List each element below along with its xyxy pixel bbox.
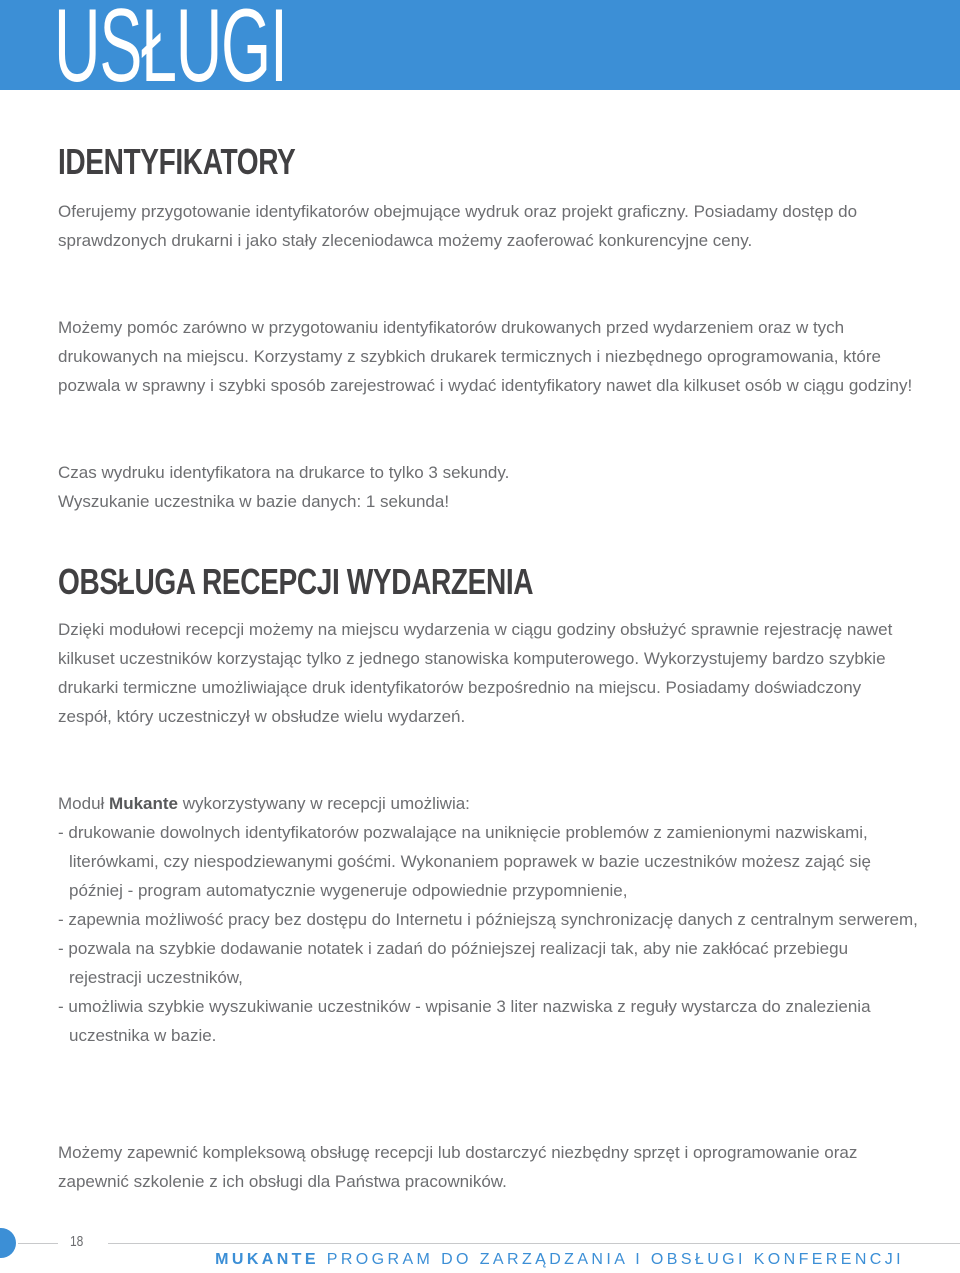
list-item: - pozwala na szybkie dodawanie notatek i zadań do późniejszej realizacji tak, aby nie zakłócać przebiegu rejestracji uczestników, <box>58 939 849 987</box>
paragraph: Dzięki modułowi recepcji możemy na miejscu wydarzenia w ciągu godziny obsłużyć sprawnie rejestrację nawet kilkuset uczestników korzystając tylko z jednego stanowiska komputerowego. Wykorzystujemy bardzo szybkie drukarki termiczne umożliwiające druk identyfikatorów bezpośrednio na miejscu. Posiadamy doświadczony zespół, który uczestniczył w obsłudze wielu wydarzeń. <box>58 620 893 726</box>
page-number: 18 <box>70 1233 84 1250</box>
brand-tagline: PROGRAM DO ZARZĄDZANIA I OBSŁUGI KONFERENCJI <box>318 1251 904 1268</box>
brand-name: MUKANTE <box>215 1251 319 1268</box>
paragraph: Oferujemy przygotowanie identyfikatorów obejmujące wydruk oraz projekt graficzny. Posiadamy dostęp do sprawdzonych drukarni i jako stały zleceniodawca możemy zaoferować konkurencyjne ceny. <box>58 202 858 250</box>
module-suffix: wykorzystywany w recepcji umożliwia: <box>178 794 470 813</box>
module-prefix: Moduł <box>58 794 110 813</box>
banner-title: USŁUGI <box>54 0 287 90</box>
paragraph: Możemy pomóc zarówno w przygotowaniu identyfikatorów drukowanych przed wydarzeniem oraz w tych drukowanych na miejscu. Korzystamy z szybkich drukarek termicznych i niezbędnego oprogramowania, które pozwala w sprawny i szybki sposób zarejestrować i wydać identyfikatory nawet dla kilkuset osób w ciągu godziny! <box>58 318 913 395</box>
section-heading-identyfikatory: IDENTYFIKATORY <box>58 141 296 182</box>
module-intro <box>58 789 918 818</box>
list-item: - zapewnia możliwość pracy bez dostępu do Internetu i późniejszą synchronizację danych z centralnym serwerem, <box>58 910 918 929</box>
print-time-line: Czas wydruku identyfikatora na drukarce to tylko 3 sekundy. <box>58 463 510 482</box>
module-name: Mukante <box>109 794 178 813</box>
feature-list <box>58 818 918 1050</box>
section-heading-recepcja: OBSŁUGA RECEPCJI WYDARZENIA <box>58 561 534 602</box>
header-banner <box>0 0 960 90</box>
footer-brand <box>215 1251 904 1269</box>
closing-paragraph: Możemy zapewnić kompleksową obsługę recepcji lub dostarczyć niezbędny sprzęt i oprogramowanie oraz zapewnić szkolenie z ich obsługi dla Państwa pracowników. <box>58 1143 858 1191</box>
list-item: - drukowanie dowolnych identyfikatorów pozwalające na uniknięcie problemów z zamienionymi nazwiskami, literówkami, czy niespodziewanymi gośćmi. Wykonaniem poprawek w bazie uczestników możesz zająć się później - program automatycznie wygeneruje odpowiednie przypomnienie, <box>58 823 871 900</box>
footer-divider <box>18 1243 58 1244</box>
footer-divider <box>108 1243 960 1244</box>
paragraph-print-times <box>58 458 918 516</box>
footer-dot <box>0 1228 16 1258</box>
search-time-line: Wyszukanie uczestnika w bazie danych: 1 sekunda! <box>58 492 450 511</box>
list-item: - umożliwia szybkie wyszukiwanie uczestników - wpisanie 3 liter nazwiska z reguły wystarcza do znalezienia uczestnika w bazie. <box>58 997 871 1045</box>
